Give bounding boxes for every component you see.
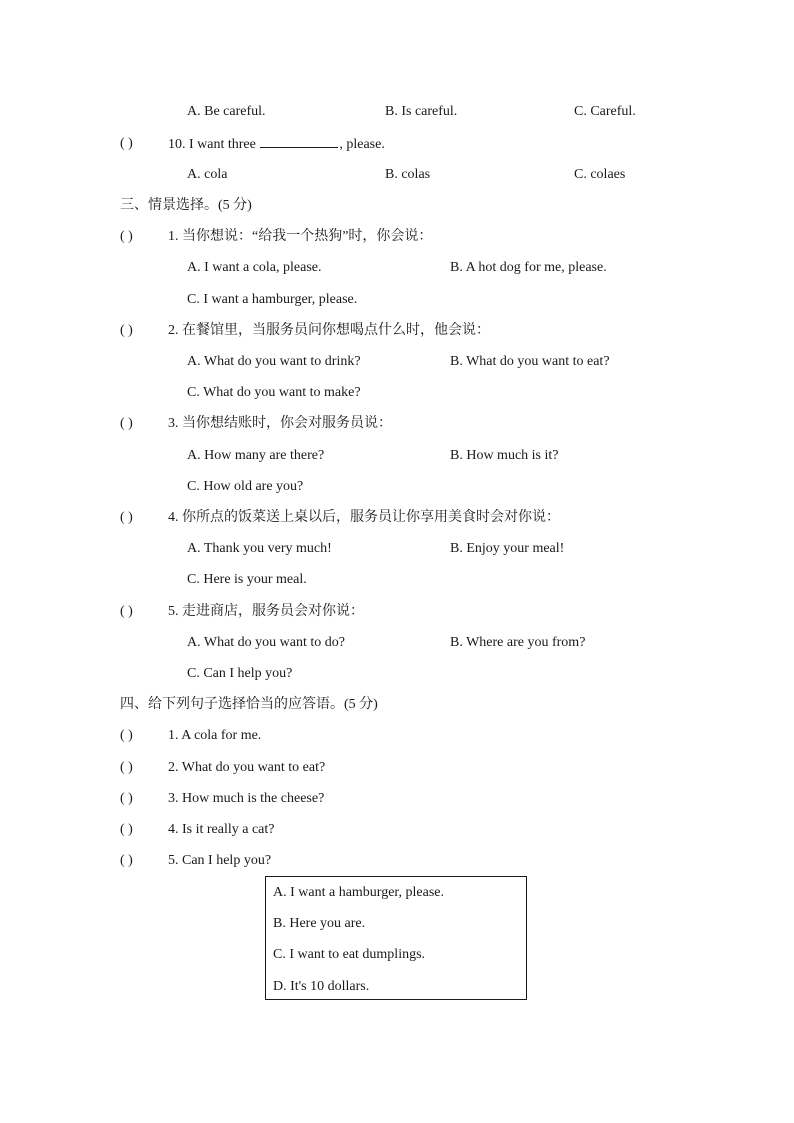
q10-answer-paren: ( ) xyxy=(120,136,133,151)
s4-q1-text: 1. A cola for me. xyxy=(168,728,262,743)
answer-option-d: D. It's 10 dollars. xyxy=(273,979,370,994)
q10-stem-post: , please. xyxy=(339,137,385,152)
s3-q1-option-c: C. I want a hamburger, please. xyxy=(187,292,358,307)
s3-q1-option-b: B. A hot dog for me, please. xyxy=(450,260,607,275)
answer-option-a: A. I want a hamburger, please. xyxy=(273,885,445,900)
s3-q3-option-b: B. How much is it? xyxy=(450,448,559,463)
s3-q4-paren: ( ) xyxy=(120,510,133,525)
s3-q3-option-a: A. How many are there? xyxy=(187,448,325,463)
s4-q4-text: 4. Is it really a cat? xyxy=(168,822,275,837)
s3-q5-option-b: B. Where are you from? xyxy=(450,635,586,650)
s4-q3-paren: ( ) xyxy=(120,791,133,806)
s4-q1-paren: ( ) xyxy=(120,728,133,743)
q10-blank xyxy=(260,135,338,148)
section4-title: 四、给下列句子选择恰当的应答语。(5 分) xyxy=(120,697,378,712)
s4-q2-text: 2. What do you want to eat? xyxy=(168,760,326,775)
s4-q5-paren: ( ) xyxy=(120,853,133,868)
s3-q4-option-b: B. Enjoy your meal! xyxy=(450,541,565,556)
s3-q5-option-c: C. Can I help you? xyxy=(187,666,293,681)
s3-q1-option-a: A. I want a cola, please. xyxy=(187,260,322,275)
section3-title: 三、情景选择。(5 分) xyxy=(120,198,252,213)
s3-q5-stem: 5. 走进商店，服务员会对你说： xyxy=(168,604,364,619)
s3-q2-option-c: C. What do you want to make? xyxy=(187,385,361,400)
q9-option-b: B. Is careful. xyxy=(385,104,458,119)
q9-option-a: A. Be careful. xyxy=(187,104,266,119)
q10-stem xyxy=(168,135,385,154)
s3-q1-stem: 1. 当你想说：“给我一个热狗”时，你会说： xyxy=(168,229,433,244)
s3-q2-stem: 2. 在餐馆里，当服务员问你想喝点什么时，他会说： xyxy=(168,323,490,338)
s3-q4-option-a: A. Thank you very much! xyxy=(187,541,332,556)
q10-option-c: C. colaes xyxy=(574,167,626,182)
s3-q5-option-a: A. What do you want to do? xyxy=(187,635,345,650)
s3-q3-stem: 3. 当你想结账时，你会对服务员说： xyxy=(168,416,392,431)
answer-option-c: C. I want to eat dumplings. xyxy=(273,947,426,962)
s3-q3-option-c: C. How old are you? xyxy=(187,479,304,494)
s4-q3-text: 3. How much is the cheese? xyxy=(168,791,325,806)
s4-q4-paren: ( ) xyxy=(120,822,133,837)
s3-q2-option-a: A. What do you want to drink? xyxy=(187,354,361,369)
q9-option-c: C. Careful. xyxy=(574,104,636,119)
answer-option-b: B. Here you are. xyxy=(273,916,366,931)
s3-q4-stem: 4. 你所点的饭菜送上桌以后，服务员让你享用美食时会对你说： xyxy=(168,510,560,525)
s4-q5-text: 5. Can I help you? xyxy=(168,853,272,868)
q10-option-a: A. cola xyxy=(187,167,228,182)
q10-option-b: B. colas xyxy=(385,167,431,182)
s3-q2-paren: ( ) xyxy=(120,323,133,338)
s3-q1-paren: ( ) xyxy=(120,229,133,244)
s3-q2-option-b: B. What do you want to eat? xyxy=(450,354,610,369)
q10-stem-pre: 10. I want three xyxy=(168,137,256,152)
s3-q4-option-c: C. Here is your meal. xyxy=(187,572,307,587)
s3-q3-paren: ( ) xyxy=(120,416,133,431)
s4-q2-paren: ( ) xyxy=(120,760,133,775)
s3-q5-paren: ( ) xyxy=(120,604,133,619)
